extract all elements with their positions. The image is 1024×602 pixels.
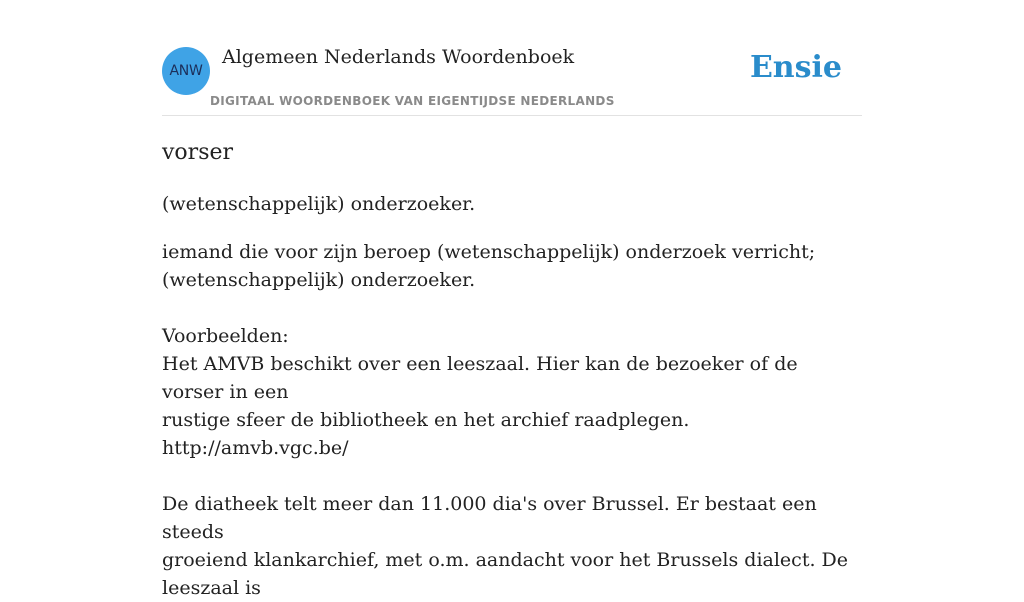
ensie-brand-link[interactable]: Ensie bbox=[749, 50, 842, 85]
site-title[interactable]: Algemeen Nederlands Woordenboek bbox=[222, 46, 575, 68]
example-line: Het AMVB beschikt over een leeszaal. Hier kan de bezoeker of de vorser in een bbox=[162, 353, 798, 403]
short-definition: (wetenschappelijk) onderzoeker. bbox=[162, 193, 476, 215]
example-line: De diatheek telt meer dan 11.000 dia's over Brussel. Er bestaat een steeds bbox=[162, 493, 817, 543]
site-subtitle: DIGITAAL WOORDENBOEK VAN EIGENTIJDSE NEDERLANDS bbox=[210, 94, 615, 108]
site-header bbox=[162, 0, 862, 116]
spacer bbox=[162, 462, 862, 490]
example-line: rustige sfeer de bibliotheek en het archief raadplegen. bbox=[162, 409, 690, 431]
entry-headword: vorser bbox=[162, 140, 234, 165]
example-source-link[interactable]: http://amvb.vgc.be/ bbox=[162, 437, 349, 459]
definition-line: iemand die voor zijn beroep (wetenschappelijk) onderzoek verricht; bbox=[162, 241, 816, 263]
example-line: groeiend klankarchief, met o.m. aandacht voor het Brussels dialect. De leeszaal is bbox=[162, 549, 849, 599]
examples-label: Voorbeelden: bbox=[162, 325, 289, 347]
logo-text: ANW bbox=[169, 63, 203, 79]
entry-body bbox=[162, 238, 862, 602]
spacer bbox=[162, 294, 862, 322]
anw-logo[interactable] bbox=[162, 47, 210, 95]
definition-line: (wetenschappelijk) onderzoeker. bbox=[162, 269, 476, 291]
page-container bbox=[162, 0, 862, 599]
